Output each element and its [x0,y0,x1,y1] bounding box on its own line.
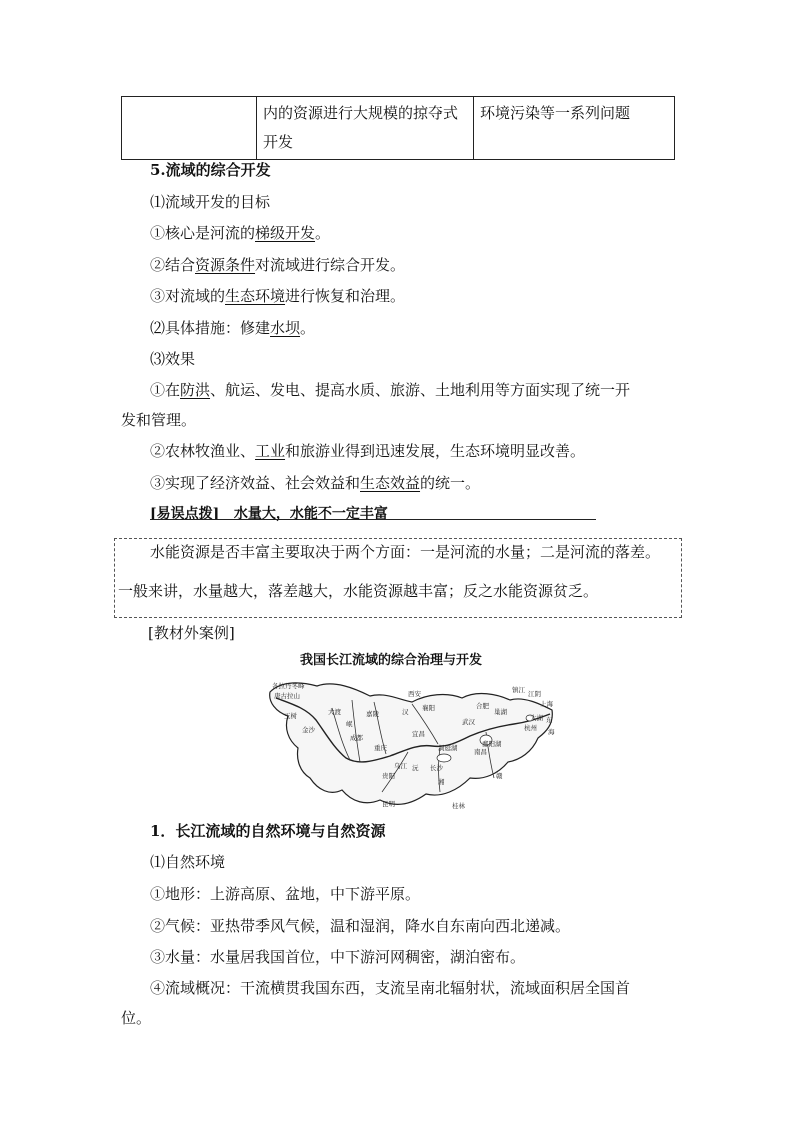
goal-item-2 [150,255,405,275]
map-label: 嘉陵 [366,710,379,718]
dongting-lake [437,754,451,762]
map-label: 东 [546,716,553,724]
map-label: 上海 [540,700,553,708]
map-label: 乌江 [394,762,407,770]
underlined-term: 水坝 [270,319,301,337]
tip-title: 水量大，水能不一定丰富 [233,506,388,522]
text-segment: ③对流域的 [150,287,226,305]
map-label: 金沙 [302,726,315,734]
table-cell-cause: 内的资源进行大规模的掠夺式开发 [257,97,474,160]
tip-text-line-1: 水能资源是否丰富主要取决于两个方面：一是河流的水量；二是河流的落差。 [150,543,661,561]
map-label: 南昌 [474,748,487,756]
map-label: 武汉 [462,718,475,726]
underlined-term: 防洪 [180,381,211,399]
section1-sub-title: ⑴自然环境 [150,853,226,871]
map-label: 重庆 [374,744,387,752]
map-label: 汉 [402,708,409,716]
map-label: 江阴 [528,690,541,698]
section5-heading: 5.流域的综合开发 [150,161,271,179]
map-label: 长沙 [430,764,443,772]
text-segment: 。 [300,319,316,337]
resource-table [121,96,675,160]
section1-heading: 1．长江流域的自然环境与自然资源 [150,822,386,840]
text-segment: ①在 [150,381,181,399]
tip-underline [150,519,596,520]
map-label: 唐古拉山 [274,692,300,700]
map-label: 贵阳 [382,772,395,780]
text-segment: 对流域进行综合开发。 [255,256,406,274]
text-segment: ②结合 [150,256,196,274]
measure-line [150,318,315,338]
goal-title: ⑴流域开发的目标 [150,193,271,211]
map-label: 沅 [412,764,419,772]
map-label: 玉树 [284,712,297,720]
basin-outline [270,683,553,804]
map-label: 合肥 [476,702,489,710]
text-segment: ②农林牧渔业、 [150,442,256,460]
map-label: 太湖 [530,714,543,722]
map-label: 大渡 [328,708,341,716]
text-segment: ①核心是河流的 [150,224,256,242]
nature-item-4-cont: 位。 [121,1009,152,1027]
map-label: 赣 [496,772,503,780]
underlined-term: 梯级开发 [255,224,316,242]
yangtze-basin-map [262,674,557,812]
map-label: 巢湖 [494,708,507,716]
map-label: 湘 [438,778,445,786]
table-cell-problem: 环境污染等一系列问题 [474,97,675,160]
map-label: 西安 [408,690,421,698]
map-label: 杭州 [524,724,537,732]
nature-item-4: ④流域概况：干流横贯我国东西，支流呈南北辐射状，流域面积居全国首 [150,979,631,997]
tip-text-line-2: 一般来讲，水量越大，落差越大，水能资源越丰富；反之水能资源贫乏。 [118,582,599,600]
text-segment: 的统一。 [420,474,481,492]
text-segment: ③实现了经济效益、社会效益和 [150,474,361,492]
map-label: 襄阳 [422,704,435,712]
case-label: [教材外案例] [148,624,235,642]
table-cell-empty [122,97,257,160]
tip-heading [150,504,388,524]
map-label: 海 [548,728,555,736]
map-label: 镇江 [512,686,525,694]
underlined-term: 资源条件 [195,256,256,274]
underlined-term: 生态环境 [225,287,286,305]
text-segment: 、航运、发电、提高水质、旅游、土地利用等方面实现了统一开 [210,381,631,399]
tip-label: [易误点拨] [150,506,220,522]
map-label: 岷 [346,720,353,728]
text-segment: ⑵具体措施：修建 [150,319,271,337]
map-label: 桂林 [452,802,465,810]
nature-item-3: ③水量：水量居我国首位，中下游河网稠密，湖泊密布。 [150,948,526,966]
map-label: 各拉丹冬峰 [272,682,305,690]
map-label: 鄱阳湖 [482,740,502,748]
text-segment: 。 [315,224,331,242]
map-label: 昆明 [382,800,395,808]
map-label: 洞庭湖 [438,744,458,752]
case-title: 我国长江流域的综合治理与开发 [300,653,483,668]
goal-item-1 [150,223,330,243]
table-row [122,97,675,160]
nature-item-1: ①地形：上游高原、盆地，中下游平原。 [150,885,421,903]
effect-title: ⑶效果 [150,350,196,368]
map-label: 成都 [350,734,363,742]
effect-item-1 [150,380,630,400]
text-segment: 和旅游业得到迅速发展，生态环境明显改善。 [285,442,586,460]
nature-item-2: ②气候：亚热带季风气候，温和湿润，降水自东南向西北递减。 [150,917,571,935]
effect-item-3 [150,473,480,493]
effect-item-1-cont: 发和管理。 [121,411,197,429]
goal-item-3 [150,286,405,306]
underlined-term: 工业 [255,442,286,460]
text-segment: 进行恢复和治理。 [285,287,406,305]
effect-item-2 [150,441,585,461]
map-svg [262,674,557,812]
map-label: 宜昌 [412,730,425,738]
underlined-term: 生态效益 [360,474,421,492]
